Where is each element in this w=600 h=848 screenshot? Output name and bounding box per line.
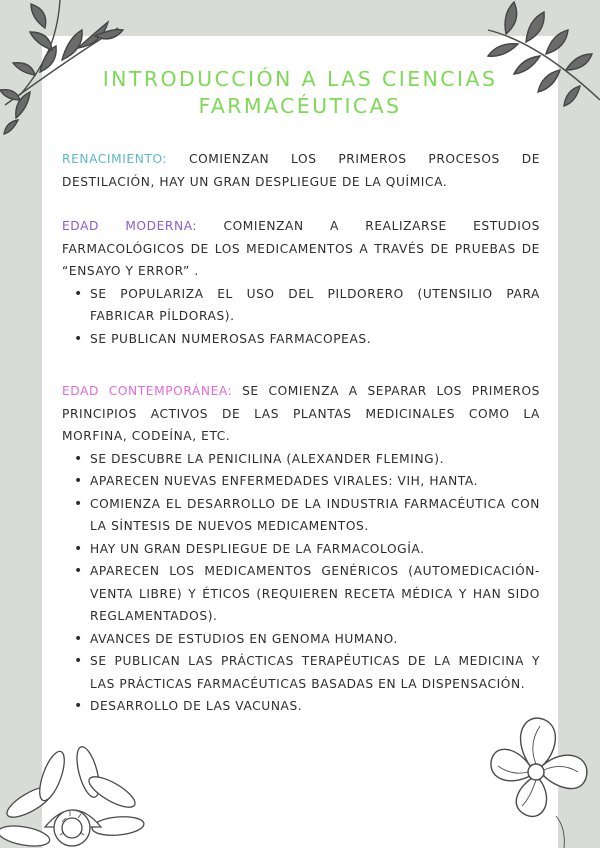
daisy-flower-icon <box>0 732 170 848</box>
section-label-edad-moderna: EDAD MODERNA: <box>62 219 198 233</box>
section-label-renacimiento: RENACIMIENTO: <box>62 152 168 166</box>
section-text-renacimiento: COMIENZAN LOS PRIMEROS PROCESOS DE DESTILACIÓN, HAY UN GRAN DESPLIEGUE DE LA QUÍMICA. <box>62 152 540 189</box>
bullet-list <box>62 448 540 718</box>
list-item: • APARECEN LOS MEDICAMENTOS GENÉRICOS (AUTOMEDICACIÓN- VENTA LIBRE) Y ÉTICOS (REQUIEREN RECETA MÉDICA Y HAN SIDO REGLAMENTADOS). <box>62 560 540 628</box>
section-edad-moderna <box>62 215 540 350</box>
list-item: • SE DESCUBRE LA PENICILINA (ALEXANDER FLEMING). <box>62 448 540 471</box>
section-intro <box>62 380 540 448</box>
section-renacimiento <box>62 148 540 193</box>
bullet-list <box>62 283 540 351</box>
list-item: • DESARROLLO DE LAS VACUNAS. <box>62 695 540 718</box>
list-item: • HAY UN GRAN DESPLIEGUE DE LA FARMACOLOGÍA. <box>62 538 540 561</box>
list-item: • SE PUBLICAN LAS PRÁCTICAS TERAPÉUTICAS DE LA MEDICINA Y LAS PRÁCTICAS FARMACÉUTICAS BASADAS EN LA DISPENSACIÓN. <box>62 650 540 695</box>
section-edad-contemporanea <box>62 380 540 718</box>
list-item: • SE POPULARIZA EL USO DEL PILDORERO (UTENSILIO PARA FABRICAR PÍLDORAS). <box>62 283 540 328</box>
section-text-edad-moderna: COMIENZAN A REALIZARSE ESTUDIOS FARMACOLÓGICOS DE LOS MEDICAMENTOS A TRAVÉS DE PRUEBAS DE “ENSAYO Y ERROR” . <box>62 219 540 278</box>
list-item: • APARECEN NUEVAS ENFERMEDADES VIRALES: VIH, HANTA. <box>62 470 540 493</box>
flower-icon <box>470 706 600 848</box>
list-item: • SE PUBLICAN NUMEROSAS FARMACOPEAS. <box>62 328 540 351</box>
section-text-edad-contemporanea: SE COMIENZA A SEPARAR LOS PRIMEROS PRINCIPIOS ACTIVOS DE LAS PLANTAS MEDICINALES COMO LA MORFINA, CODEÍNA, ETC. <box>62 384 540 443</box>
page-title: INTRODUCCIÓN A LAS CIENCIAS FARMACÉUTICAS <box>102 67 498 118</box>
list-item: • AVANCES DE ESTUDIOS EN GENOMA HUMANO. <box>62 628 540 651</box>
section-intro <box>62 215 540 283</box>
list-item: • COMIENZA EL DESARROLLO DE LA INDUSTRIA FARMACÉUTICA CON LA SÍNTESIS DE NUEVOS MEDICAMENTOS. <box>62 493 540 538</box>
section-label-edad-contemporanea: EDAD CONTEMPORÁNEA: <box>62 384 233 398</box>
